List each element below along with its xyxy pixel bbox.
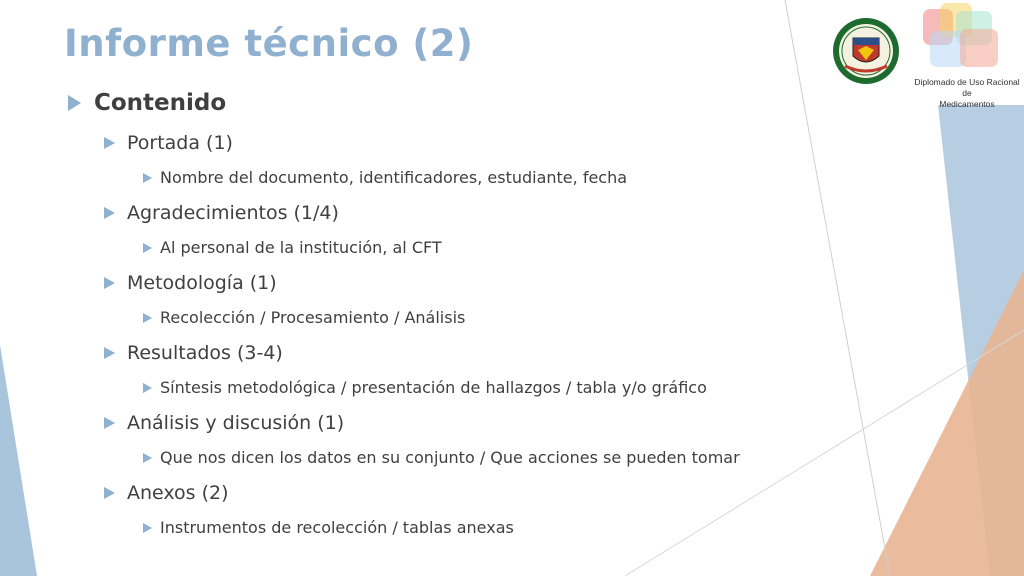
bullet-triangle-icon bbox=[143, 383, 152, 393]
section-detail bbox=[143, 378, 707, 397]
bullet-triangle-icon bbox=[143, 453, 152, 463]
bullet-triangle-icon bbox=[68, 95, 81, 111]
slide-title: Informe técnico (2) bbox=[64, 22, 474, 65]
section-detail bbox=[143, 448, 740, 467]
section-item bbox=[104, 202, 339, 224]
section-detail-text: Que nos dicen los datos en su conjunto / Que acciones se pueden tomar bbox=[160, 448, 740, 467]
university-seal-icon bbox=[831, 16, 901, 86]
caption-line: Medicamentos bbox=[939, 99, 995, 109]
section-label: Portada (1) bbox=[127, 132, 233, 154]
left-blue-triangle bbox=[0, 345, 37, 576]
heading-text: Contenido bbox=[94, 90, 227, 116]
diplomado-logo-icon bbox=[920, 3, 1000, 73]
section-item bbox=[104, 412, 344, 434]
right-orange-triangle bbox=[870, 270, 1024, 576]
section-detail-text: Síntesis metodológica / presentación de hallazgos / tabla y/o gráfico bbox=[160, 378, 707, 397]
section-item bbox=[104, 342, 283, 364]
section-detail-text: Nombre del documento, identificadores, estudiante, fecha bbox=[160, 168, 628, 187]
section-label: Metodología (1) bbox=[127, 272, 277, 294]
bullet-triangle-icon bbox=[143, 523, 152, 533]
section-detail bbox=[143, 238, 442, 257]
section-detail-text: Al personal de la institución, al CFT bbox=[160, 238, 442, 257]
bullet-triangle-icon bbox=[104, 277, 115, 289]
diagonal-line bbox=[785, 0, 890, 576]
bullet-triangle-icon bbox=[104, 347, 115, 359]
diplomado-caption bbox=[912, 77, 1022, 110]
section-label: Agradecimientos (1/4) bbox=[127, 202, 339, 224]
section-detail-text: Recolección / Procesamiento / Análisis bbox=[160, 308, 466, 327]
section-detail bbox=[143, 518, 514, 537]
bullet-triangle-icon bbox=[104, 487, 115, 499]
bullet-triangle-icon bbox=[143, 243, 152, 253]
section-detail bbox=[143, 308, 465, 327]
bullet-triangle-icon bbox=[143, 313, 152, 323]
section-item bbox=[104, 482, 229, 504]
section-label: Anexos (2) bbox=[127, 482, 229, 504]
section-label: Análisis y discusión (1) bbox=[127, 412, 345, 434]
section-detail-text: Instrumentos de recolección / tablas anexas bbox=[160, 518, 514, 537]
section-label: Resultados (3-4) bbox=[127, 342, 283, 364]
heading-bullet bbox=[68, 90, 226, 116]
bullet-triangle-icon bbox=[104, 417, 115, 429]
bullet-triangle-icon bbox=[104, 207, 115, 219]
bullet-triangle-icon bbox=[143, 173, 152, 183]
section-item bbox=[104, 272, 277, 294]
bullet-triangle-icon bbox=[104, 137, 115, 149]
caption-line: Diplomado de Uso Racional de bbox=[914, 77, 1020, 98]
section-item bbox=[104, 132, 233, 154]
section-detail bbox=[143, 168, 627, 187]
